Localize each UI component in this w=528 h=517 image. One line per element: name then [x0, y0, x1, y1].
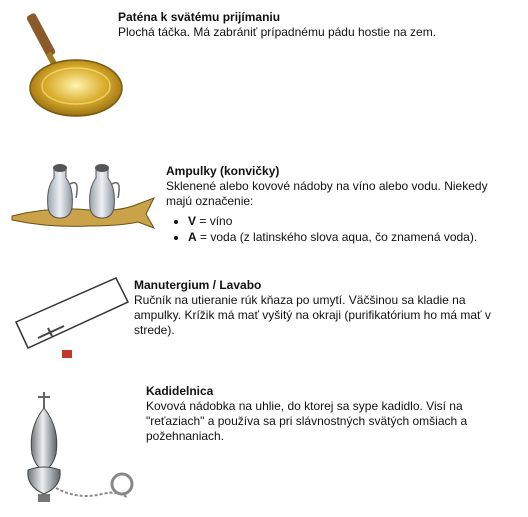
item-description: Sklenené alebo kovové nádoby na víno alebo vodu. Niekedy majú označenie: — [166, 179, 488, 208]
item-description: Ručník na utieranie rúk kňaza po umytí. Väčšinou sa kladie na ampulky. Krížik má mať vyšitý na okraji (purifikatórium ho má mať v strede). — [134, 293, 491, 337]
item-title: Manutergium / Lavabo — [134, 278, 262, 292]
item-ampulky — [166, 164, 506, 245]
label-key: A — [188, 230, 197, 244]
label-text: = víno — [196, 214, 233, 228]
item-title: Paténa k svätému prijímaniu — [118, 10, 281, 24]
cruets-image — [10, 158, 158, 238]
item-kadidelnica — [146, 384, 486, 444]
label-text: = voda (z latinského slova aqua, čo znamená voda). — [196, 230, 478, 244]
paten-image — [14, 8, 124, 120]
item-description: Kovová nádobka na uhlie, do ktorej sa sype kadidlo. Visí na "reťaziach" a používa sa pri slávnostných svätých omšiach a požehnaniach. — [146, 399, 468, 443]
label-key: V — [188, 214, 197, 228]
list-item — [188, 229, 506, 245]
item-patena — [118, 10, 518, 40]
censer-image — [18, 388, 142, 512]
item-description: Plochá táčka. Má zabrániť prípadnému pádu hostie na zem. — [118, 25, 437, 39]
item-title: Ampulky (konvičky) — [166, 164, 280, 178]
item-manutergium — [134, 278, 510, 338]
list-item — [188, 213, 506, 229]
manutergium-image — [12, 272, 130, 364]
label-list — [166, 213, 506, 245]
item-title: Kadidelnica — [146, 384, 214, 398]
